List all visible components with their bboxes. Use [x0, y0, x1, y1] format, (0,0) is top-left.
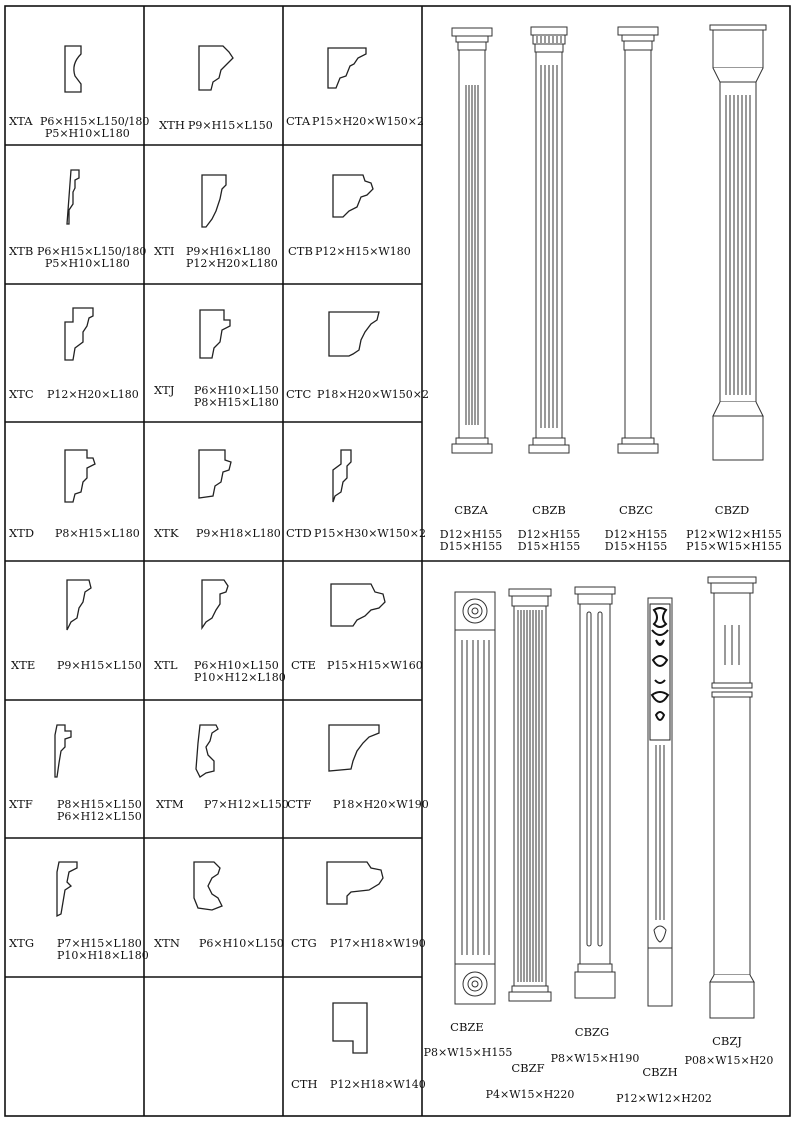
column-drawing-cbza [452, 28, 492, 453]
profile-code-ctc: CTC [286, 387, 312, 401]
profile-code-ctb: CTB [288, 244, 313, 258]
column-spec-cbzb-2: D15×H155 [517, 540, 581, 553]
column-spec-cbza-1: D12×H155 [439, 528, 503, 541]
profile-spec-ctg-1: P17×H18×W190 [330, 937, 426, 950]
columns-top-panel [452, 25, 766, 460]
profile-code-xtm: XTM [156, 797, 184, 811]
columns-top-labels [440, 503, 782, 553]
profile-drawing-cta [328, 48, 366, 88]
column-drawing-cbzj [708, 577, 756, 1018]
profile-spec-xtl-1: P6×H10×L150 [194, 659, 279, 672]
profile-code-xtj: XTJ [154, 383, 175, 397]
column-code-cbzb: CBZB [532, 503, 566, 517]
profile-drawings [55, 46, 385, 1053]
profile-drawing-xth [199, 46, 233, 90]
column-spec-cbzc-2: D15×H155 [604, 540, 668, 553]
profile-drawing-xtd [65, 450, 95, 502]
column-drawing-cbzb [529, 27, 569, 453]
profile-spec-xtk-1: P9×H18×L180 [196, 527, 281, 540]
profile-code-xtf: XTF [9, 797, 33, 811]
profile-spec-ctf-1: P18×H20×W190 [333, 798, 429, 811]
profile-spec-xtn-1: P6×H10×L150 [199, 937, 284, 950]
profile-spec-xtj-2: P8×H15×L180 [194, 396, 279, 409]
profile-drawing-xte [67, 580, 91, 630]
profile-spec-cth-1: P12×H18×W140 [330, 1078, 426, 1091]
profile-code-xtn: XTN [154, 936, 180, 950]
profile-spec-xta-1: P6×H15×L150/180 [40, 115, 150, 128]
profile-drawing-xtb [67, 170, 79, 224]
column-spec-cbzb-1: D12×H155 [517, 528, 581, 541]
profile-drawing-xtg [57, 862, 77, 916]
profile-spec-xtl-2: P10×H12×L180 [194, 671, 286, 684]
column-drawing-cbzg [575, 587, 615, 998]
column-spec-cbzd-2: P15×W15×H155 [686, 540, 782, 553]
profile-drawing-ctg [327, 862, 383, 904]
profile-code-cth: CTH [291, 1077, 318, 1091]
column-drawing-cbzf [509, 589, 551, 1001]
profile-code-ctf: CTF [287, 797, 312, 811]
column-spec-cbzf-1: P4×W15×H220 [485, 1088, 575, 1101]
profile-code-xte: XTE [11, 658, 36, 672]
profile-spec-xtf-1: P8×H15×L150 [57, 798, 142, 811]
profile-code-xtb: XTB [9, 244, 34, 258]
profile-spec-cta-1: P15×H20×W150×2 [312, 115, 424, 128]
column-spec-cbze-1: P8×W15×H155 [423, 1046, 513, 1059]
profile-code-cte: CTE [291, 658, 316, 672]
profile-spec-xtd-1: P8×H15×L180 [55, 527, 140, 540]
profile-spec-xti-2: P12×H20×L180 [186, 257, 278, 270]
profile-drawing-ctc [329, 312, 379, 356]
profile-spec-ctb-1: P12×H15×W180 [315, 245, 411, 258]
columns-bottom-labels [424, 1020, 774, 1105]
profile-drawing-cte [331, 584, 385, 626]
profile-code-ctg: CTG [291, 936, 317, 950]
column-code-cbzd: CBZD [714, 503, 750, 517]
profile-code-xta: XTA [9, 114, 33, 128]
profile-code-ctd: CTD [286, 526, 312, 540]
column-spec-cbza-2: D15×H155 [439, 540, 503, 553]
column-drawing-cbze [455, 592, 495, 1004]
column-code-cbzf: CBZF [511, 1061, 545, 1075]
profile-spec-xte-1: P9×H15×L150 [57, 659, 142, 672]
column-spec-cbzd-1: P12×W12×H155 [686, 528, 782, 541]
profile-code-xtk: XTK [154, 526, 179, 540]
profile-code-xtl: XTL [154, 658, 178, 672]
profile-spec-xtm-1: P7×H12×L150 [204, 798, 289, 811]
profile-drawing-xtk [199, 450, 231, 498]
profile-spec-ctc-1: P18×H20×W150×2 [317, 388, 429, 401]
column-code-cbzc: CBZC [618, 503, 654, 517]
profile-drawing-ctf [329, 725, 379, 771]
profile-drawing-xtl [202, 580, 228, 628]
column-code-cbzh: CBZH [642, 1065, 678, 1079]
column-code-cbzg: CBZG [574, 1025, 610, 1039]
profile-spec-xtc-1: P12×H20×L180 [47, 388, 139, 401]
columns-bottom-panel [455, 577, 756, 1018]
profile-drawing-xtj [200, 310, 230, 358]
column-spec-cbzg-1: P8×W15×H190 [550, 1052, 640, 1065]
profile-spec-xtg-1: P7×H15×L180 [57, 937, 142, 950]
profile-drawing-xtm [196, 725, 218, 777]
profile-code-xti: XTI [154, 244, 175, 258]
column-drawing-cbzd [710, 25, 766, 460]
profile-spec-xti-1: P9×H16×L180 [186, 245, 271, 258]
profile-spec-xtb-1: P6×H15×L150/180 [37, 245, 147, 258]
profile-code-xth: XTH [159, 118, 185, 132]
profile-drawing-ctb [333, 175, 373, 217]
profile-spec-xtf-2: P6×H12×L150 [57, 810, 142, 823]
profile-spec-xtb-2: P5×H10×L180 [45, 257, 130, 270]
profile-code-xtg: XTG [9, 936, 35, 950]
profile-spec-ctd-1: P15×H30×W150×2 [314, 527, 426, 540]
profile-code-cta: CTA [286, 114, 311, 128]
profile-spec-xth-1: P9×H15×L150 [188, 119, 273, 132]
profile-drawing-xti [202, 175, 226, 227]
column-code-cbzj: CBZJ [712, 1034, 742, 1048]
column-spec-cbzj-1: P08×W15×H20 [684, 1054, 774, 1067]
profile-spec-xta-2: P5×H10×L180 [45, 127, 130, 140]
profile-drawing-xtc [65, 308, 93, 360]
column-code-cbze: CBZE [450, 1020, 484, 1034]
profile-code-xtc: XTC [9, 387, 34, 401]
profile-spec-xtj-1: P6×H10×L150 [194, 384, 279, 397]
column-drawing-cbzh [648, 598, 672, 1006]
profile-drawing-cth [333, 1003, 367, 1053]
column-spec-cbzh-1: P12×W12×H202 [616, 1092, 712, 1105]
column-code-cbza: CBZA [454, 503, 488, 517]
column-drawing-cbzc [618, 27, 658, 453]
profile-spec-xtg-2: P10×H18×L180 [57, 949, 149, 962]
profile-drawing-xtf [55, 725, 71, 777]
column-spec-cbzc-1: D12×H155 [604, 528, 668, 541]
profile-drawing-xtn [194, 862, 222, 910]
profile-drawing-ctd [333, 450, 351, 502]
profile-code-xtd: XTD [9, 526, 35, 540]
profile-spec-cte-1: P15×H15×W160 [327, 659, 423, 672]
profile-drawing-xta [65, 46, 81, 92]
